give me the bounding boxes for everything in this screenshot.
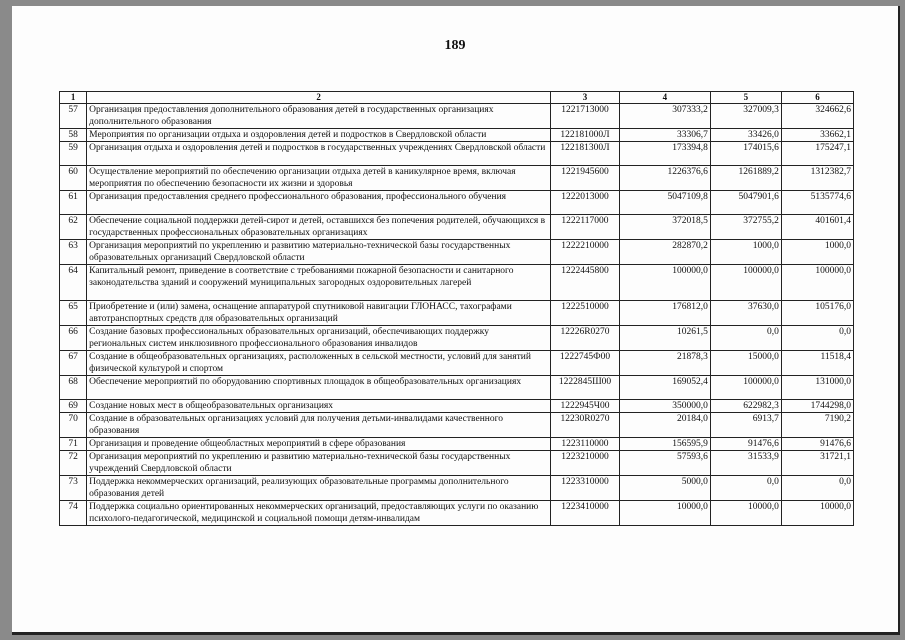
code-cell: 1222845Ш00 — [551, 376, 620, 400]
value-col6-cell: 131000,0 — [781, 376, 853, 400]
value-col6-cell: 1744298,0 — [781, 400, 853, 413]
table-row — [60, 129, 854, 142]
value-col6-cell: 401601,4 — [781, 215, 853, 240]
table-row — [60, 104, 854, 129]
value-col6-cell: 0,0 — [781, 326, 853, 351]
value-col5-cell: 372755,2 — [710, 215, 781, 240]
row-number-cell: 59 — [60, 142, 87, 166]
value-col5-cell: 5047901,6 — [710, 191, 781, 215]
value-col6-cell: 0,0 — [781, 476, 853, 501]
value-col5-cell: 6913,7 — [710, 413, 781, 438]
value-col4-cell: 307333,2 — [619, 104, 710, 129]
value-col4-cell: 282870,2 — [619, 240, 710, 265]
value-col6-cell: 33662,1 — [781, 129, 853, 142]
column-header: 1 — [60, 92, 87, 104]
description-cell: Капитальный ремонт, приведение в соответствие с требованиями пожарной безопасности и санитарного законодательства зданий и сооружений муниципальных загородных оздоровительных лагерей — [87, 265, 551, 301]
row-number-cell: 72 — [60, 451, 87, 476]
table-row — [60, 142, 854, 166]
value-col4-cell: 33306,7 — [619, 129, 710, 142]
code-cell: 1222445800 — [551, 265, 620, 301]
row-number-cell: 65 — [60, 301, 87, 326]
code-cell: 1223410000 — [551, 501, 620, 526]
table-row — [60, 326, 854, 351]
value-col6-cell: 1000,0 — [781, 240, 853, 265]
value-col4-cell: 169052,4 — [619, 376, 710, 400]
description-cell: Обеспечение мероприятий по оборудованию спортивных площадок в общеобразовательных организациях — [87, 376, 551, 400]
value-col4-cell: 156595,9 — [619, 438, 710, 451]
table-row — [60, 265, 854, 301]
row-number-cell: 70 — [60, 413, 87, 438]
table-row — [60, 476, 854, 501]
code-cell: 1221713000 — [551, 104, 620, 129]
column-header: 2 — [87, 92, 551, 104]
value-col5-cell: 174015,6 — [710, 142, 781, 166]
description-cell: Обеспечение социальной поддержки детей-сирот и детей, оставшихся без попечения родителей, обучающихся в государственных профессиональных образовательных организациях — [87, 215, 551, 240]
description-cell: Создание в общеобразовательных организациях, расположенных в сельской местности, условий для занятий физической культурой и спортом — [87, 351, 551, 376]
value-col5-cell: 91476,6 — [710, 438, 781, 451]
table-row — [60, 240, 854, 265]
table-row — [60, 166, 854, 191]
code-cell: 1223110000 — [551, 438, 620, 451]
value-col5-cell: 10000,0 — [710, 501, 781, 526]
value-col5-cell: 31533,9 — [710, 451, 781, 476]
table-row — [60, 438, 854, 451]
description-cell: Организация предоставления дополнительного образования детей в государственных организациях дополнительного образования — [87, 104, 551, 129]
description-cell: Создание базовых профессиональных образовательных организаций, обеспечивающих поддержку региональных систем инклюзивного профессионального образования инвалидов — [87, 326, 551, 351]
row-number-cell: 71 — [60, 438, 87, 451]
row-number-cell: 62 — [60, 215, 87, 240]
value-col4-cell: 100000,0 — [619, 265, 710, 301]
value-col5-cell: 0,0 — [710, 476, 781, 501]
row-number-cell: 64 — [60, 265, 87, 301]
value-col6-cell: 91476,6 — [781, 438, 853, 451]
budget-table — [59, 91, 854, 526]
value-col5-cell: 15000,0 — [710, 351, 781, 376]
row-number-cell: 68 — [60, 376, 87, 400]
column-header: 3 — [551, 92, 620, 104]
value-col6-cell: 1312382,7 — [781, 166, 853, 191]
value-col6-cell: 324662,6 — [781, 104, 853, 129]
description-cell: Приобретение и (или) замена, оснащение аппаратурой спутниковой навигации ГЛОНАСС, тахографами автотранспортных средств для образовательных организаций — [87, 301, 551, 326]
row-number-cell: 67 — [60, 351, 87, 376]
value-col6-cell: 31721,1 — [781, 451, 853, 476]
value-col4-cell: 5000,0 — [619, 476, 710, 501]
column-header: 4 — [619, 92, 710, 104]
code-cell: 1222745Ф00 — [551, 351, 620, 376]
code-cell: 122181000Л — [551, 129, 620, 142]
table-header-row — [60, 92, 854, 104]
value-col4-cell: 350000,0 — [619, 400, 710, 413]
row-number-cell: 73 — [60, 476, 87, 501]
table-row — [60, 191, 854, 215]
description-cell: Создание в образовательных организациях условий для получения детьми-инвалидами качественного образования — [87, 413, 551, 438]
code-cell: 122181300Л — [551, 142, 620, 166]
value-col5-cell: 37630,0 — [710, 301, 781, 326]
code-cell: 1222510000 — [551, 301, 620, 326]
value-col6-cell: 175247,1 — [781, 142, 853, 166]
table-row — [60, 351, 854, 376]
value-col6-cell: 10000,0 — [781, 501, 853, 526]
code-cell: 1222013000 — [551, 191, 620, 215]
value-col4-cell: 372018,5 — [619, 215, 710, 240]
code-cell: 1222945Ч00 — [551, 400, 620, 413]
table-row — [60, 501, 854, 526]
value-col5-cell: 1000,0 — [710, 240, 781, 265]
table-row — [60, 400, 854, 413]
description-cell: Организация отдыха и оздоровления детей и подростков в государственных учреждениях Свердловской области — [87, 142, 551, 166]
description-cell: Организация и проведение общеобластных мероприятий в сфере образования — [87, 438, 551, 451]
code-cell: 1222117000 — [551, 215, 620, 240]
code-cell: 12230R0270 — [551, 413, 620, 438]
code-cell: 1221945600 — [551, 166, 620, 191]
value-col4-cell: 57593,6 — [619, 451, 710, 476]
value-col5-cell: 100000,0 — [710, 265, 781, 301]
value-col5-cell: 33426,0 — [710, 129, 781, 142]
row-number-cell: 63 — [60, 240, 87, 265]
table-row — [60, 451, 854, 476]
value-col4-cell: 176812,0 — [619, 301, 710, 326]
column-header: 5 — [710, 92, 781, 104]
value-col5-cell: 0,0 — [710, 326, 781, 351]
row-number-cell: 66 — [60, 326, 87, 351]
value-col4-cell: 1226376,6 — [619, 166, 710, 191]
description-cell: Поддержка социально ориентированных некоммерческих организаций, предоставляющих услуги по оказанию психолого-педагогической, медицинской и социальной помощи детям-инвалидам — [87, 501, 551, 526]
code-cell: 1222210000 — [551, 240, 620, 265]
description-cell: Организация предоставления среднего профессионального образования, профессионального обучения — [87, 191, 551, 215]
description-cell: Организация мероприятий по укреплению и развитию материально-технической базы государственных образовательных организаций Свердловской области — [87, 240, 551, 265]
code-cell: 12226R0270 — [551, 326, 620, 351]
page-number: 189 — [444, 38, 466, 53]
code-cell: 1223210000 — [551, 451, 620, 476]
value-col5-cell: 1261889,2 — [710, 166, 781, 191]
description-cell: Организация мероприятий по укреплению и развитию материально-технической базы государственных учреждений Свердловской области — [87, 451, 551, 476]
value-col6-cell: 105176,0 — [781, 301, 853, 326]
code-cell: 1223310000 — [551, 476, 620, 501]
row-number-cell: 69 — [60, 400, 87, 413]
table-row — [60, 413, 854, 438]
value-col5-cell: 100000,0 — [710, 376, 781, 400]
value-col5-cell: 622982,3 — [710, 400, 781, 413]
document-page — [12, 6, 900, 635]
value-col4-cell: 21878,3 — [619, 351, 710, 376]
value-col4-cell: 5047109,8 — [619, 191, 710, 215]
table-row — [60, 301, 854, 326]
row-number-cell: 57 — [60, 104, 87, 129]
row-number-cell: 58 — [60, 129, 87, 142]
value-col6-cell: 11518,4 — [781, 351, 853, 376]
value-col4-cell: 20184,0 — [619, 413, 710, 438]
value-col6-cell: 7190,2 — [781, 413, 853, 438]
table-row — [60, 376, 854, 400]
value-col5-cell: 327009,3 — [710, 104, 781, 129]
description-cell: Осуществление мероприятий по обеспечению организации отдыха детей в каникулярное время, включая мероприятия по обеспечению безопасности их жизни и здоровья — [87, 166, 551, 191]
description-cell: Создание новых мест в общеобразовательных организациях — [87, 400, 551, 413]
row-number-cell: 74 — [60, 501, 87, 526]
description-cell: Мероприятия по организации отдыха и оздоровления детей и подростков в Свердловской области — [87, 129, 551, 142]
row-number-cell: 61 — [60, 191, 87, 215]
value-col4-cell: 173394,8 — [619, 142, 710, 166]
description-cell: Поддержка некоммерческих организаций, реализующих образовательные программы дополнительного образования детей — [87, 476, 551, 501]
table-row — [60, 215, 854, 240]
value-col4-cell: 10261,5 — [619, 326, 710, 351]
value-col6-cell: 100000,0 — [781, 265, 853, 301]
column-header: 6 — [781, 92, 853, 104]
value-col4-cell: 10000,0 — [619, 501, 710, 526]
row-number-cell: 60 — [60, 166, 87, 191]
value-col6-cell: 5135774,6 — [781, 191, 853, 215]
